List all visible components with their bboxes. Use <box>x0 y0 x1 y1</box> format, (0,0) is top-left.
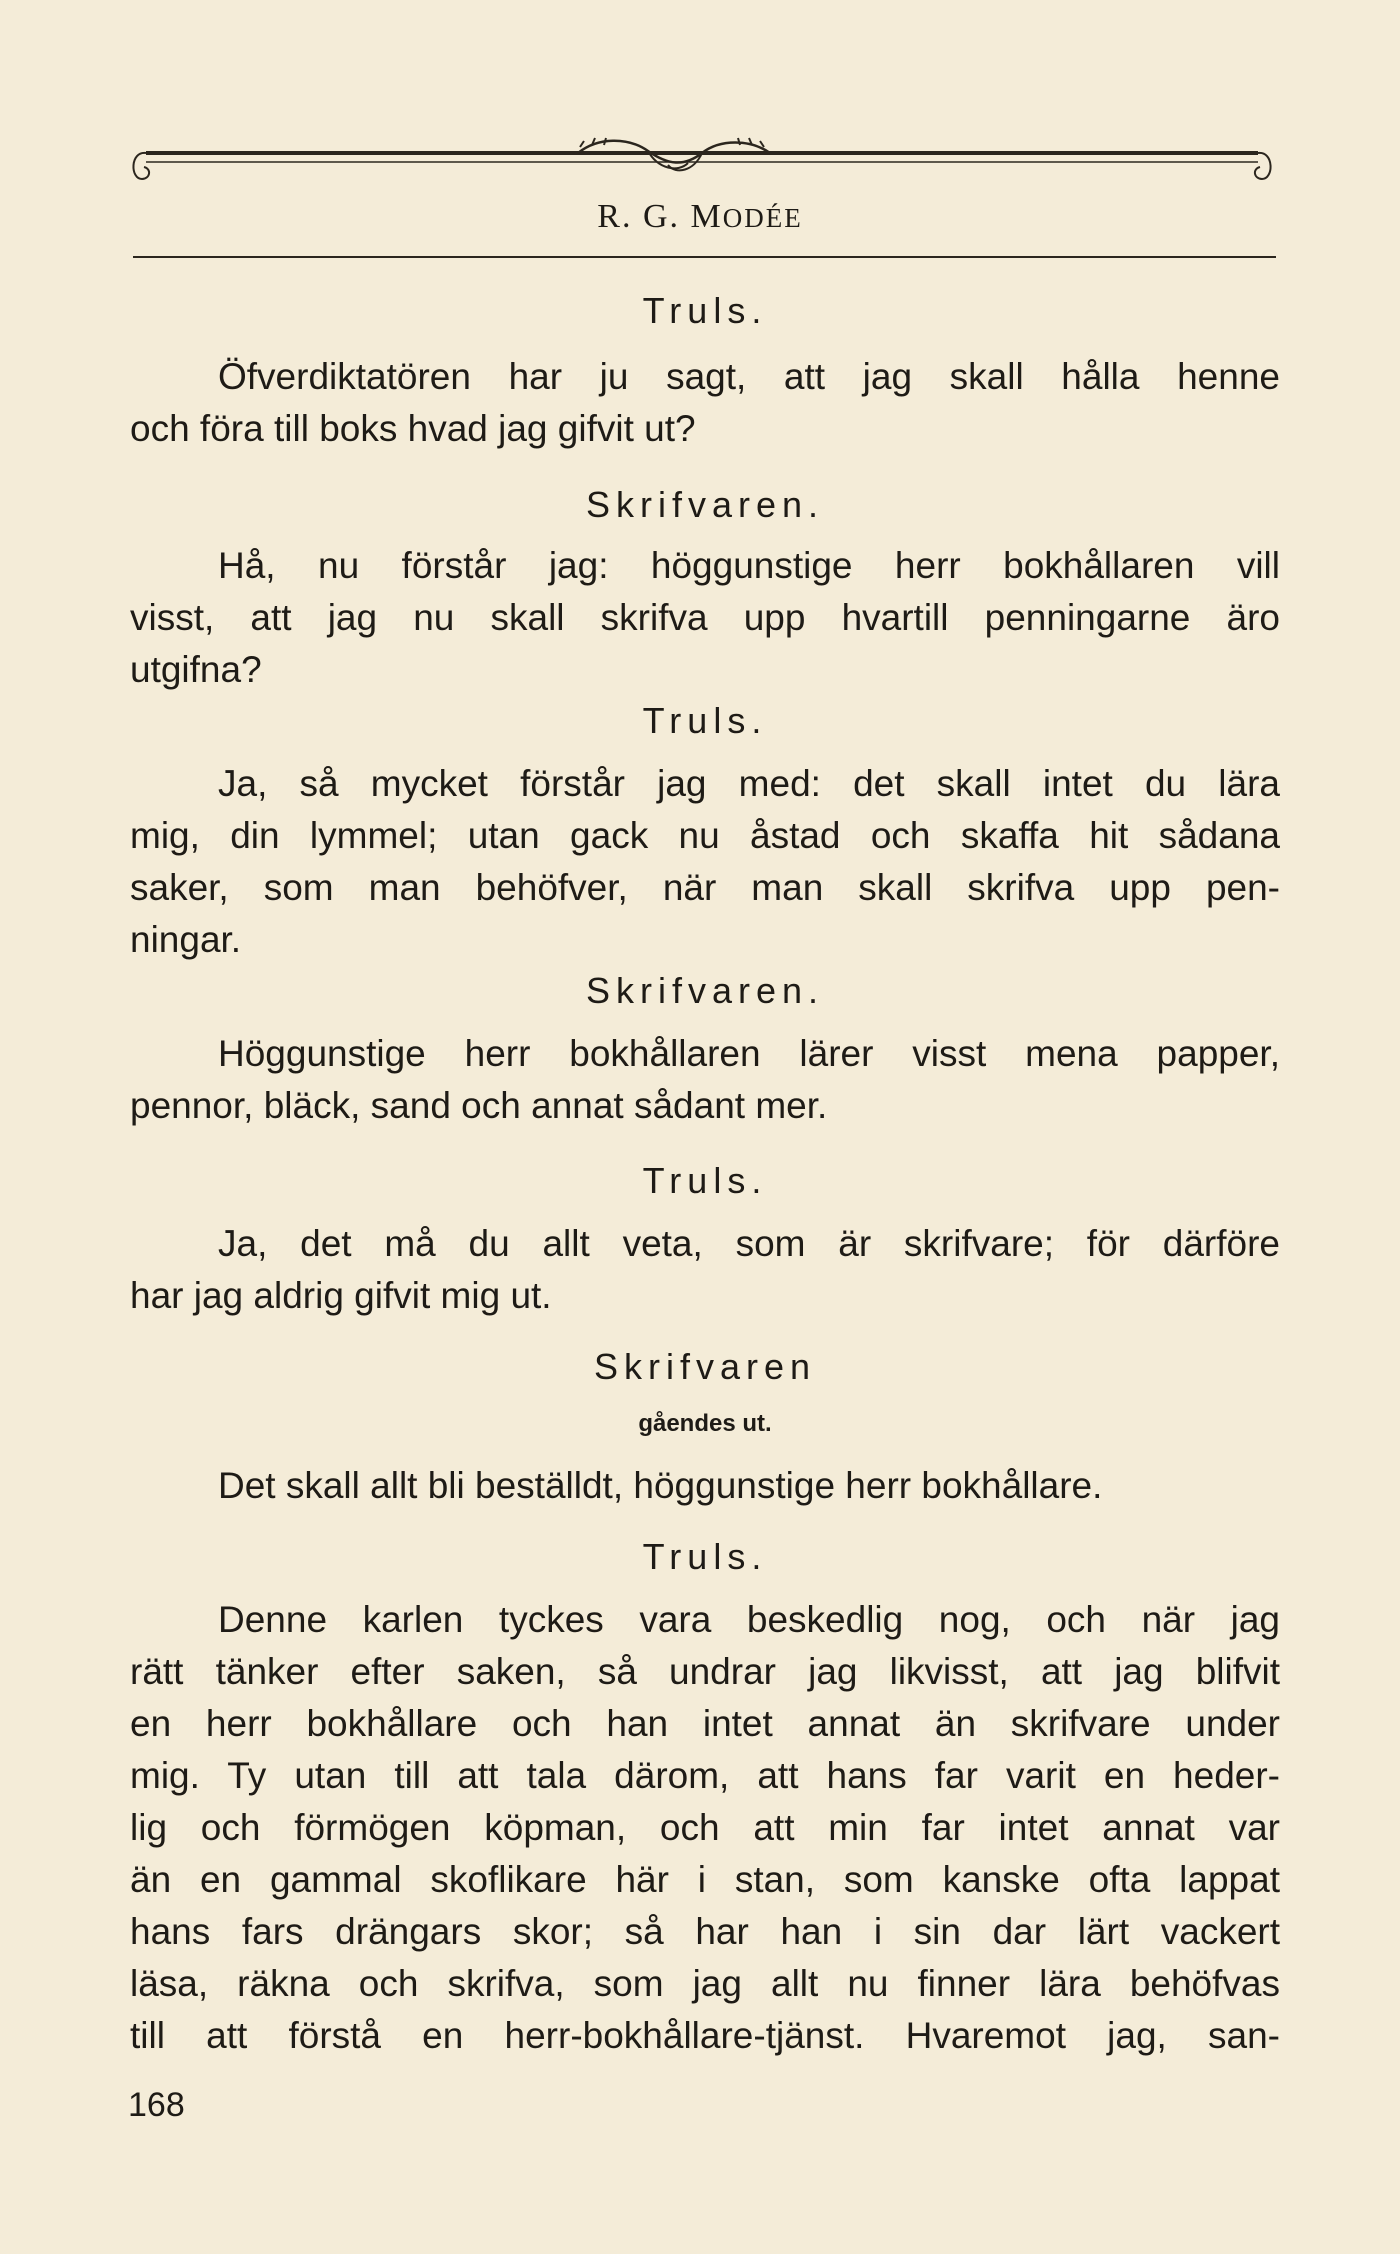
text-line: och föra till boks hvad jag gifvit ut? <box>130 408 696 449</box>
text-line: mig, din lymmel; utan gack nu åstad och skaffa hit sådana <box>130 815 1280 856</box>
text-line: Ja, det må du allt veta, som är skrifvare; för därföre <box>218 1223 1280 1264</box>
text-line: Hå, nu förstår jag: höggunstige herr bokhållaren vill <box>218 545 1280 586</box>
text-line: har jag aldrig gifvit mig ut. <box>130 1275 552 1316</box>
text-line: rätt tänker efter saken, så undrar jag likvisst, att jag blifvit <box>130 1651 1280 1692</box>
header-ornament <box>128 135 1276 195</box>
stage-direction: gåendes ut. <box>638 1410 772 1437</box>
text-line: visst, att jag nu skall skrifva upp hvartill penningarne äro <box>130 597 1280 638</box>
text-line: Höggunstige herr bokhållaren lärer visst mena papper, <box>218 1033 1280 1074</box>
speaker-name: Truls. <box>642 700 768 741</box>
running-head <box>0 198 1400 236</box>
speaker-name: Truls. <box>642 290 768 331</box>
text-line: än en gammal skoflikare här i stan, som kanske ofta lappat <box>130 1859 1280 1900</box>
speaker-name: Truls. <box>642 1160 768 1201</box>
text-line: Öfverdiktatören har ju sagt, att jag skall hålla henne <box>218 356 1280 397</box>
speaker-name: Truls. <box>642 1536 768 1577</box>
text-line: saker, som man behöfver, när man skall skrifva upp pen- <box>130 867 1280 908</box>
text-line: Ja, så mycket förstår jag med: det skall intet du lära <box>218 763 1280 804</box>
text-line: utgifna? <box>130 649 262 690</box>
text-line: till att förstå en herr-bokhållare-tjänst. Hvaremot jag, san- <box>130 2015 1280 2056</box>
author-surname-small-caps: ODÉE <box>722 203 803 233</box>
speaker-name: Skrifvaren <box>593 1346 817 1387</box>
text-line: mig. Ty utan till att tala därom, att hans far varit en heder- <box>130 1755 1280 1796</box>
author-surname-initial: M <box>690 198 723 235</box>
text-line: Det skall allt bli beställdt, höggunstige herr bokhållare. <box>218 1465 1103 1506</box>
text-line: lig och förmögen köpman, och att min far intet annat var <box>130 1807 1280 1848</box>
text-line: läsa, räkna och skrifva, som jag allt nu finner lära behöfvas <box>130 1963 1280 2004</box>
text-line: en herr bokhållare och han intet annat än skrifvare under <box>130 1703 1280 1744</box>
speaker-name: Skrifvaren. <box>585 484 825 525</box>
text-line: ningar. <box>130 919 242 960</box>
text-line: pennor, bläck, sand och annat sådant mer. <box>130 1085 828 1126</box>
text-line: hans fars drängars skor; så har han i sin dar lärt vackert <box>130 1911 1280 1952</box>
speaker-name: Skrifvaren. <box>585 970 825 1011</box>
page-number: 168 <box>128 2086 185 2124</box>
author-initials: R. G. <box>597 198 691 235</box>
header-rule <box>133 256 1276 258</box>
text-line: Denne karlen tyckes vara beskedlig nog, och när jag <box>218 1599 1280 1640</box>
